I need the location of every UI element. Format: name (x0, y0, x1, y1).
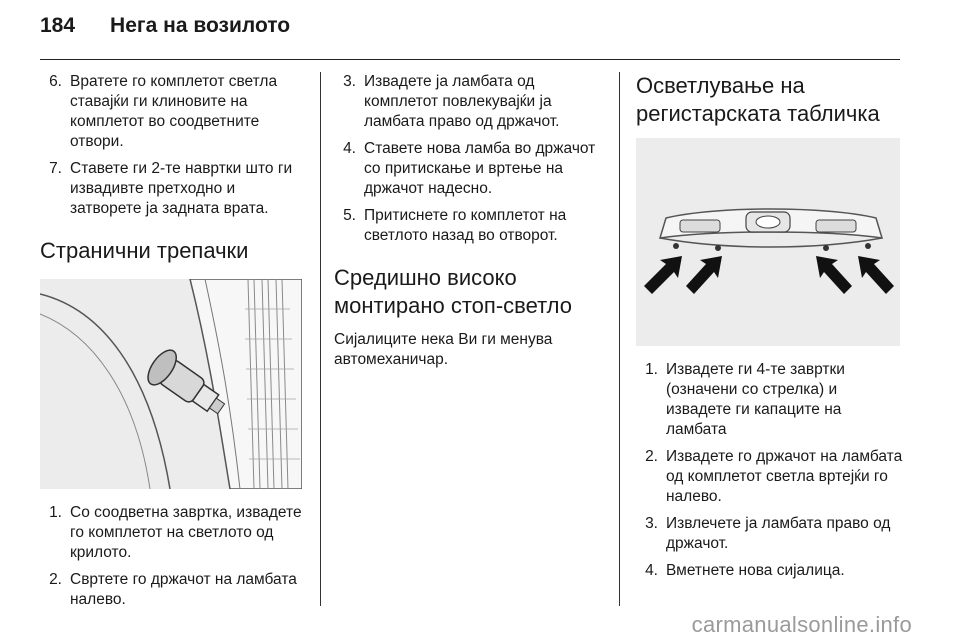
list-item: 3. Извадете ја ламбата од комплетот повлекувајќи ја ламбата право од држачот. (343, 73, 560, 130)
column-1 (40, 72, 306, 617)
column-divider (619, 72, 620, 606)
list-item: 2. Извадете го држачот на ламбата од комплетот светла вртејќи го налево. (645, 448, 903, 505)
steps-list (636, 360, 904, 581)
column-divider (320, 72, 321, 606)
column-3 (636, 72, 904, 588)
column-2 (334, 72, 606, 370)
watermark: carmanualsonline.info (691, 612, 912, 637)
list-item: 2. Свртете го држачот на ламбата налево. (49, 571, 297, 608)
header-rule (40, 59, 900, 60)
steps-list (334, 72, 606, 246)
list-item: 1. Со соодветна завртка, извадете го комплетот на светлото од крилото. (49, 504, 302, 561)
list-item: 6. Вратете го комплетот светла ставајќи ги клиновите на комплетот во соодветните отвори. (49, 73, 278, 150)
paragraph: Сијалиците нека Ви ги менува автомеханичар. (334, 331, 553, 368)
page-header (40, 14, 290, 54)
side-indicator-illustration (40, 279, 302, 489)
steps-list-top (40, 72, 306, 219)
page-number: 184 (40, 14, 76, 37)
page-title: Нега на возилото (110, 14, 291, 37)
section-heading-brake-light: Средишно високо монтирано стоп-светло (334, 265, 573, 318)
list-item: 4. Ставете нова ламба во држачот со притискање и вртење на држачот надесно. (343, 140, 596, 197)
list-item: 4. Вметнете нова сијалица. (645, 562, 845, 579)
section-heading-side-indicators: Странични трепачки (40, 238, 249, 263)
section-heading-plate-light: Осветлување на регистарската табличка (636, 73, 880, 126)
list-item: 1. Извадете ги 4-те завртки (означени со стрелка) и извадете ги капаците на ламбата (645, 361, 845, 438)
plate-light-illustration (636, 138, 900, 346)
list-item: 3. Извлечете ја ламбата право од држачот. (645, 515, 891, 552)
list-item: 7. Ставете ги 2-те навртки што ги извадивте претходно и затворете ја задната врата. (49, 160, 293, 217)
steps-list-bottom (40, 503, 306, 610)
list-item: 5. Притиснете го комплетот на светлото назад во отворот. (343, 207, 567, 244)
